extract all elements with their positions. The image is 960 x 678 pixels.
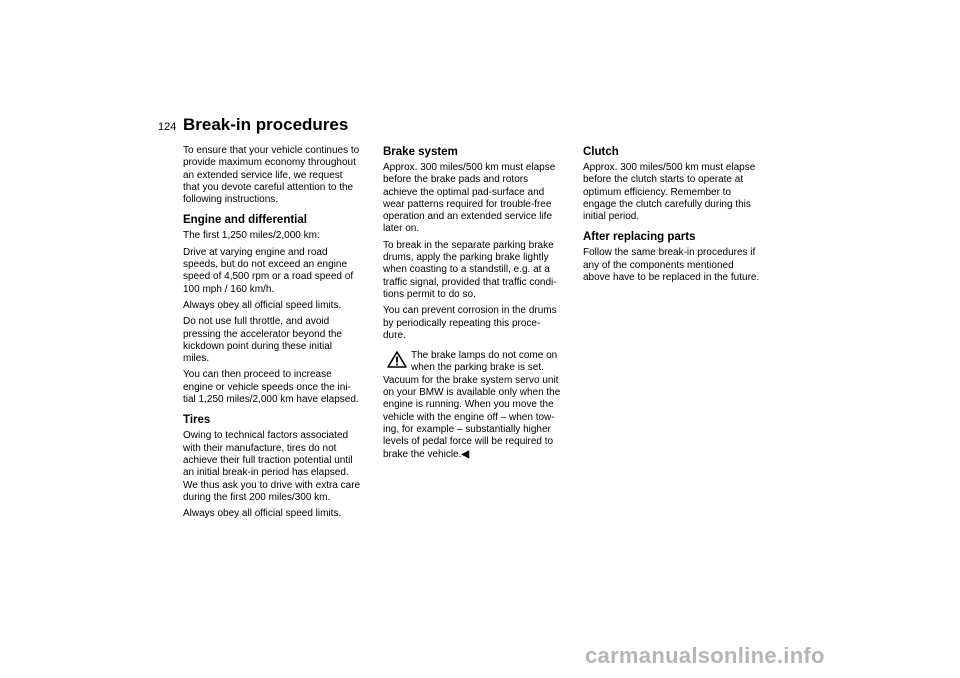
clutch-paragraph: Approx. 300 miles/500 km must elapse before the clutch starts to operate at optimum efficiency. Remember to engage the clutch carefully during this initial period. — [583, 162, 756, 223]
page-title: Break-in procedures — [183, 115, 349, 134]
tires-heading: Tires — [183, 414, 211, 427]
tires-paragraph: Always obey all official speed limits. — [183, 508, 342, 520]
column-1 — [183, 145, 377, 524]
brake-paragraph: You can prevent corrosion in the drums by periodically repeating this proce- dure. — [383, 305, 557, 341]
intro-paragraph: To ensure that your vehicle continues to provide maximum economy throughout an extended service life, we request that you devote careful attention to the following instructions. — [183, 145, 360, 206]
parts-paragraph: Follow the same break-in procedures if any of the components mentioned above have to be replaced in the future. — [583, 247, 760, 284]
engine-paragraph: Drive at varying engine and road speeds, but do not exceed an engine speed of 4,500 rpm or a road speed of 100 mph / 160 km/h. — [183, 246, 354, 295]
end-mark-icon: ◀ — [461, 448, 470, 460]
brake-heading: Brake system — [383, 146, 458, 158]
column-3 — [583, 145, 777, 288]
page-number: 124 — [158, 121, 177, 133]
warning-box — [383, 350, 577, 461]
brake-paragraph: To break in the separate parking brake drums, apply the parking brake lightly when coasting to a standstill, e.g. at a traffic signal, provided that traffic condi- tions permit to do so. — [383, 239, 557, 300]
warning-rest-text: Vacuum for the brake system servo unit on your BMW is available only when the engine is running. When you move the vehicle with the engine off – when tow- ing, for example – substantially higher levels of pedal force will be required to brake the vehicle. — [383, 374, 561, 460]
warning-lead-text: The brake lamps do not come on when the parking brake is set. — [411, 350, 558, 374]
parts-heading: After replacing parts — [583, 231, 696, 244]
engine-heading: Engine and differential — [183, 214, 307, 227]
brake-paragraph: Approx. 300 miles/500 km must elapse before the brake pads and rotors achieve the optimal pad-surface and wear patterns required for trouble-free operation and an extended service life later on. — [383, 162, 556, 235]
warning-triangle-icon — [387, 351, 407, 368]
clutch-heading: Clutch — [583, 146, 619, 158]
engine-paragraph: The first 1,250 miles/2,000 km: — [183, 230, 320, 242]
column-2 — [383, 145, 577, 461]
engine-paragraph: Always obey all official speed limits. — [183, 299, 342, 311]
engine-paragraph: You can then proceed to increase engine or vehicle speeds once the ini- tial 1,250 miles/2,000 km have elapsed. — [183, 369, 359, 406]
watermark: carmanualsonline.info — [585, 643, 825, 668]
warning-body-text — [383, 375, 577, 461]
tires-paragraph: Owing to technical factors associated with their manufacture, tires do not achieve their full traction potential until an initial break-in period has elapsed. We thus ask you to drive with extra care during the first 200 miles/300 km. — [183, 430, 361, 503]
engine-paragraph: Do not use full throttle, and avoid pressing the accelerator beyond the kickdown point during these initial miles. — [183, 316, 342, 365]
